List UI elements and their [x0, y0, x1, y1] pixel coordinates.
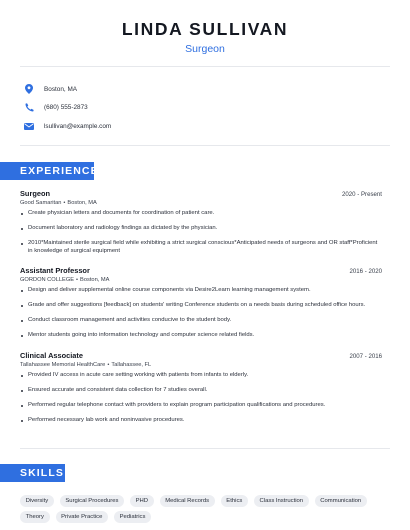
job-company: Tallahassee Memorial HealthCare: [20, 362, 106, 368]
job-entry: [20, 351, 382, 425]
bullet-item: Provided IV access in acute care setting working with patients from infants to elderly.: [20, 372, 382, 380]
skill-chip: Diversity: [20, 495, 54, 507]
skill-chip: Private Practice: [56, 511, 108, 523]
job-location: Boston, MA: [67, 200, 97, 206]
job-company: Good Samaritan: [20, 200, 62, 206]
phone-icon: [22, 102, 36, 114]
contact-email-text[interactable]: lsullivan@example.com: [44, 122, 112, 130]
job-location: Tallahassee, FL: [111, 362, 152, 368]
contact-list: [20, 80, 380, 136]
bullet-item: Mentor students going into information technology and computer science related fields.: [20, 332, 382, 340]
job-dates: 2020 - Present: [342, 191, 382, 198]
contact-location: [20, 80, 380, 99]
skill-chip: Communication: [315, 495, 367, 507]
bullet-item: Design and deliver supplemental online course components via Desire2Learn learning management system.: [20, 287, 382, 295]
divider: [20, 66, 390, 67]
map-pin-icon: [22, 83, 36, 95]
mail-icon: [22, 120, 36, 132]
skills-list: [20, 495, 390, 523]
bullet-item: Conduct classroom management and activities conducive to the student body.: [20, 317, 382, 325]
job-title: Clinical Associate: [20, 351, 83, 360]
contact-phone-text[interactable]: (680) 555-2873: [44, 104, 88, 112]
candidate-role: Surgeon: [185, 43, 225, 55]
job-dates: 2007 - 2016: [349, 353, 382, 360]
contact-phone: [20, 99, 380, 118]
skill-chip: Class Instruction: [254, 495, 309, 507]
divider: [20, 448, 390, 449]
job-organization: Tallahassee Memorial HealthCare • Tallahassee, FL: [20, 362, 152, 368]
experience-heading: EXPERIENCE: [0, 162, 94, 180]
resume-header: [0, 19, 410, 56]
skills-heading: SKILLS: [0, 464, 65, 482]
skill-chip: Surgical Procedures: [60, 495, 124, 507]
job-bullets: [20, 210, 382, 255]
bullet-item: Grade and offer suggestions [feedback] on students' writing Conference students on a needs basis during scheduled office hours.: [20, 302, 382, 310]
job-bullets: [20, 287, 382, 340]
job-title: Assistant Professor: [20, 266, 90, 275]
contact-email: [20, 117, 380, 136]
bullet-item: Performed necessary lab work and noninvasive procedures.: [20, 417, 382, 425]
job-bullets: [20, 372, 382, 425]
bullet-item: Document laboratory and radiology findings as dictated by the physician.: [20, 225, 382, 233]
skill-chip: Medical Records: [160, 495, 215, 507]
job-organization: Good Samaritan • Boston, MA: [20, 200, 97, 206]
bullet-item: 2010*Maintained sterile surgical field while exhibiting a strict surgical conscious*Anticipated needs of surgeons and OR staff*Proficient in knowledge of surgical equipment: [20, 240, 382, 255]
skill-chip: Ethics: [221, 495, 248, 507]
skill-chip: PHD: [130, 495, 154, 507]
contact-location-text: Boston, MA: [44, 85, 78, 93]
job-entry: [20, 189, 382, 255]
divider: [20, 145, 390, 146]
job-title: Surgeon: [20, 189, 50, 198]
job-entry: [20, 266, 382, 340]
job-company: GORDON COLLEGE: [20, 277, 75, 283]
bullet-item: Create physician letters and documents for coordination of patient care.: [20, 210, 382, 218]
candidate-name: LINDA SULLIVAN: [121, 19, 289, 39]
job-organization: GORDON COLLEGE • Boston, MA: [20, 277, 110, 283]
bullet-item: Ensured accurate and consistent data collection for 7 studies overall.: [20, 387, 382, 395]
job-dates: 2016 - 2020: [349, 268, 382, 275]
skill-chip: Theory: [20, 511, 50, 523]
job-location: Boston, MA: [80, 277, 110, 283]
bullet-item: Performed regular telephone contact with providers to explain program participation qualifications and procedures.: [20, 402, 382, 410]
skill-chip: Pediatrics: [114, 511, 151, 523]
